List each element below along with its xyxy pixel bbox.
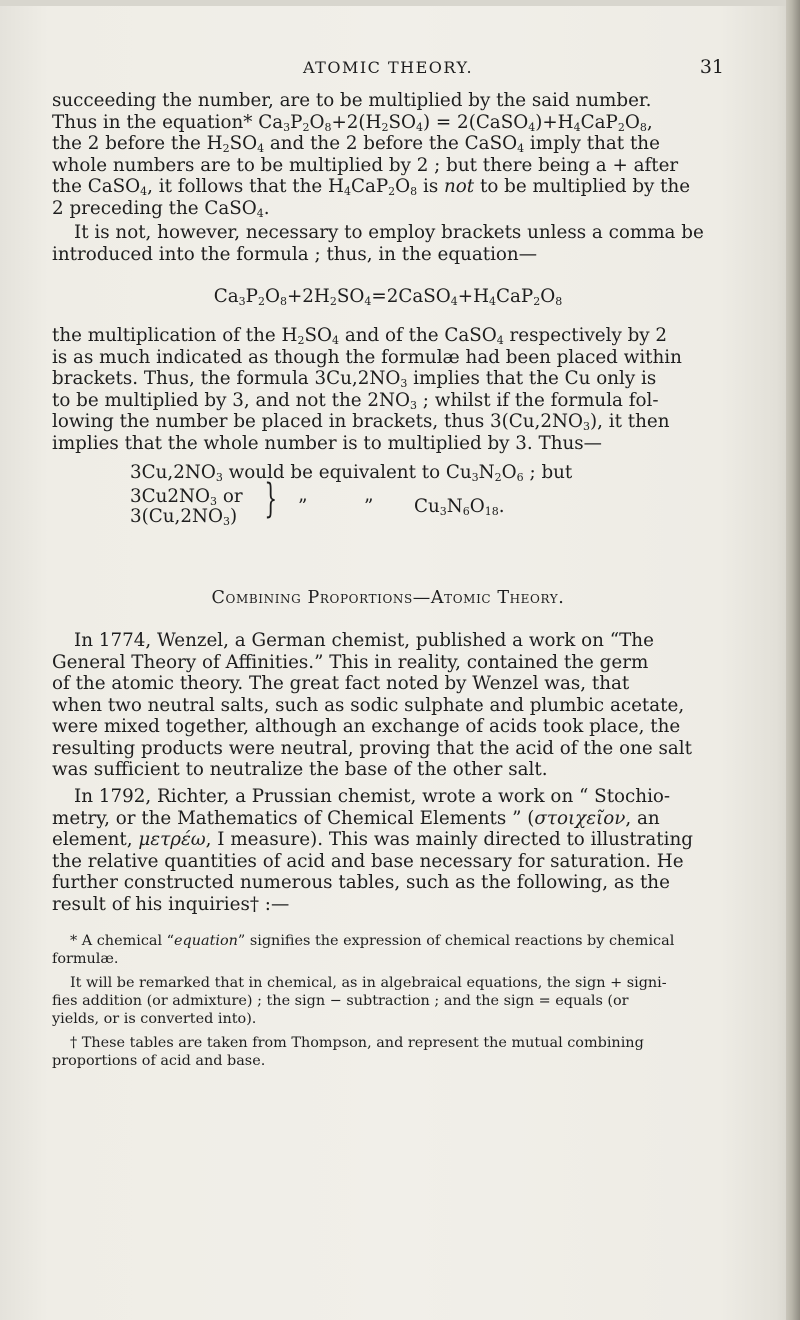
paragraph-4-line: resulting products were neutral, proving that the acid of the one salt xyxy=(52,737,692,759)
paragraph-5 xyxy=(52,786,724,915)
paragraph-5-line: the relative quantities of acid and base necessary for saturation. He xyxy=(52,850,684,872)
paragraph-4-line: of the atomic theory. The great fact noted by Wenzel was, that xyxy=(52,673,630,694)
footnote-signs-line: yields, or is converted into). xyxy=(52,1011,257,1027)
paragraph-3-line: lowing the number be placed in brackets, thus $3(Cu,2NO_3)$, it then xyxy=(52,411,670,433)
equation-2-row-3: $3(Cu,2NO_3)$ xyxy=(130,506,238,528)
paragraph-5-line: element, μετρέω, I measure). This was mainly directed to illustrating xyxy=(52,829,693,850)
paragraph-1 xyxy=(52,90,724,219)
paragraph-4-line: were mixed together, although an exchange of acids took place, the xyxy=(52,716,681,737)
footnote-equation: * A chemical “equation” signifies the expression of chemical reactions by chemical xyxy=(70,933,675,949)
footnote-signs-line: fies addition (or admixture) ; the sign − subtraction ; and the sign = equals (or xyxy=(52,993,629,1009)
equation-1 xyxy=(52,286,724,307)
footnote-signs-line: It will be remarked that in chemical, as in algebraical equations, the sign + signi- xyxy=(70,975,667,991)
right-brace-icon: } xyxy=(264,476,278,522)
paragraph-3 xyxy=(52,325,724,454)
ditto-mark: ” xyxy=(298,496,308,517)
paragraph-2-line: introduced into the formula ; thus, in the equation— xyxy=(52,243,537,265)
paragraph-3-line: brackets. Thus, the formula $3Cu,2NO_3$ implies that the Cu only is xyxy=(52,368,657,390)
page-number: 31 xyxy=(699,56,724,78)
equation-2-result: $Cu_3N_6O_{18}$. xyxy=(414,496,505,518)
paragraph-2 xyxy=(52,222,724,265)
paragraph-3-line: implies that the whole number is to multiplied by 3. Thus— xyxy=(52,432,602,454)
equation-2-row-2: $3Cu2NO_3$ or xyxy=(130,486,243,508)
page-top-edge xyxy=(0,0,800,6)
footnotes xyxy=(52,932,724,1070)
section-heading-text: Combining Proportions—Atomic Theory. xyxy=(211,588,565,608)
paragraph-4 xyxy=(52,630,724,781)
paragraph-4-line: was sufficient to neutralize the base of the other salt. xyxy=(52,759,548,780)
section-heading xyxy=(52,588,724,608)
paragraph-1-line: succeeding the number, are to be multiplied by the said number. xyxy=(52,90,652,111)
paragraph-3-line: the multiplication of the $H_2SO_4$ and of the CaSO$_4$ respectively by 2 xyxy=(52,325,668,347)
equation-1-text: $Ca_3P_2O_8+2H_2SO_4=2CaSO_4+H_4CaP_2O_8$ xyxy=(213,286,563,308)
paragraph-1-line: 2 preceding the CaSO$_4$. xyxy=(52,197,270,220)
paragraph-2-line: It is not, however, necessary to employ brackets unless a comma be xyxy=(74,222,704,243)
paragraph-1-line: the CaSO$_4$, it follows that the $H_4CaP_2O_8$ is not to be multiplied by the xyxy=(52,176,691,198)
paragraph-1-line: whole numbers are to be multiplied by 2 ; but there being a + after xyxy=(52,154,679,176)
running-head xyxy=(52,58,724,82)
paragraph-5-line: further constructed numerous tables, such as the following, as the xyxy=(52,872,670,893)
paragraph-5-line: In 1792, Richter, a Prussian chemist, wrote a work on “ Stochio- xyxy=(74,786,671,807)
paragraph-1-line: Thus in the equation* $Ca_3P_2O_8+2(H_2SO_4)$ = $2(CaSO_4)+H_4CaP_2O_8$, xyxy=(52,111,653,134)
paragraph-4-line: General Theory of Affinities.” This in reality, contained the germ xyxy=(52,651,649,673)
footnote-tables-line: proportions of acid and base. xyxy=(52,1053,266,1069)
paragraph-1-line: the 2 before the $H_2SO_4$ and the 2 before the CaSO$_4$ imply that the xyxy=(52,133,660,155)
paragraph-4-line: when two neutral salts, such as sodic sulphate and plumbic acetate, xyxy=(52,694,685,716)
paragraph-3-line: is as much indicated as though the formulæ had been placed within xyxy=(52,346,682,368)
running-head-title: ATOMIC THEORY. xyxy=(302,58,474,77)
footnote-equation-cont: formulæ. xyxy=(52,951,119,967)
paragraph-5-line: metry, or the Mathematics of Chemical Elements ” (στοιχεῖον, an xyxy=(52,807,660,829)
paragraph-3-line: to be multiplied by 3, and not the $2NO_3$ ; whilst if the formula fol- xyxy=(52,389,659,412)
ditto-mark: ” xyxy=(364,496,374,517)
page-right-edge xyxy=(786,0,800,1320)
equation-2-row-1: $3Cu,2NO_3$ would be equivalent to $Cu_3N_2O_6$ ; but xyxy=(130,462,573,484)
paragraph-5-line: result of his inquiries† :— xyxy=(52,893,290,915)
footnote-tables-line: † These tables are taken from Thompson, and represent the mutual combining xyxy=(70,1035,644,1051)
paragraph-4-line: In 1774, Wenzel, a German chemist, published a work on “The xyxy=(74,630,654,651)
